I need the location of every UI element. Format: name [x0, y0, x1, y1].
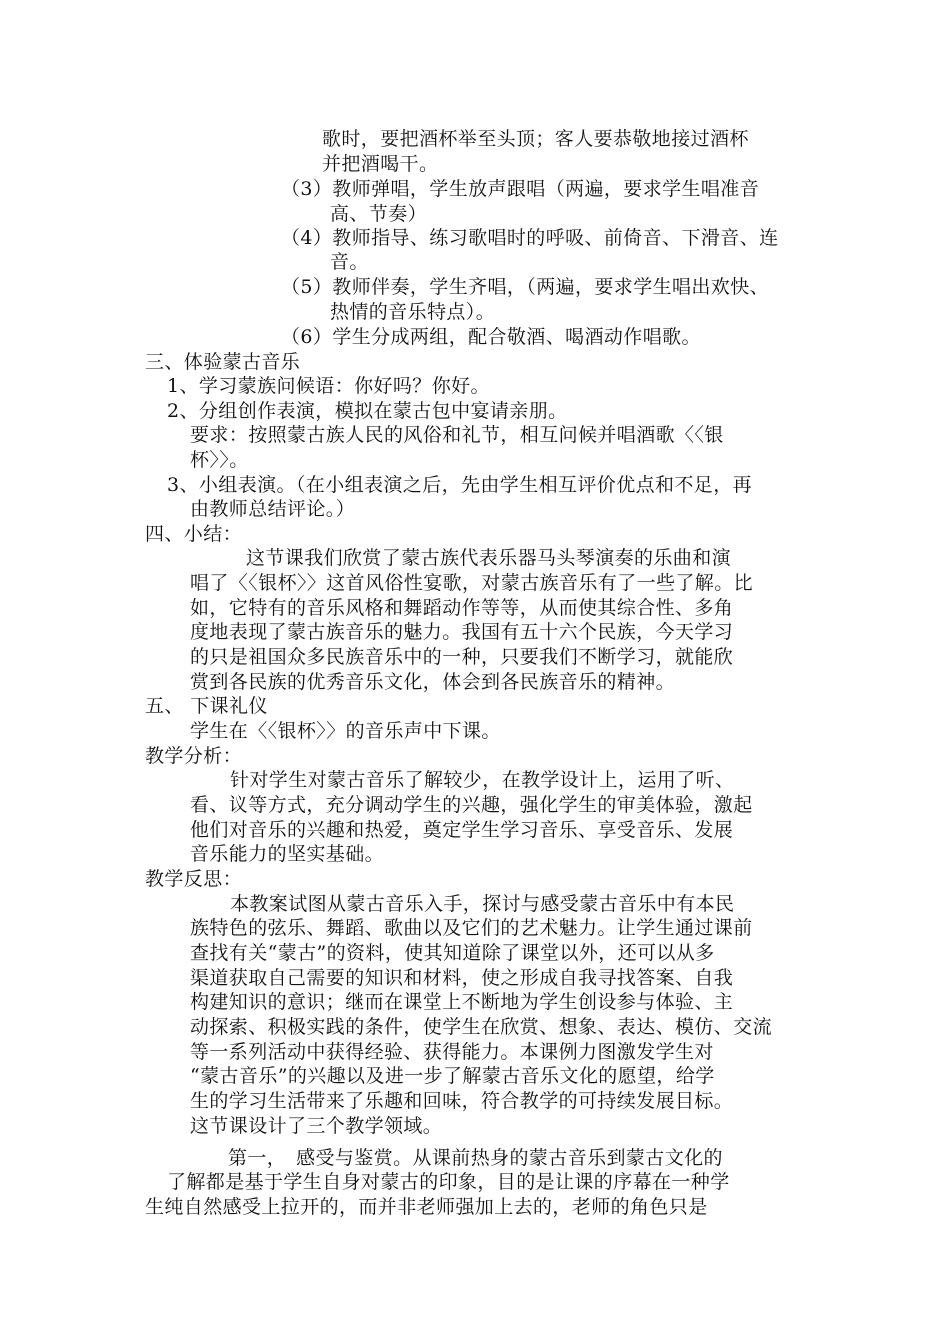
- text-line: 的只是祖国众多民族音乐中的一种，只要我们不断学习，就能欣: [190, 646, 734, 668]
- section-heading: 五、 下课礼仪: [145, 695, 268, 717]
- text-line: 度地表现了蒙古族音乐的魅力。我国有五十六个民族，今天学习: [190, 621, 734, 643]
- text-line: 动探索、积极实践的条件，使学生在欣赏、想象、表达、模仿、交流: [190, 1016, 773, 1038]
- text-line: 构建知识的意识；继而在课堂上不断地为学生创设参与体验、主: [190, 991, 734, 1013]
- text-line: 学生在〈〈银杯〉〉的音乐声中下课。: [190, 720, 501, 742]
- text-line: （4）教师指导、练习歌唱时的呼吸、前倚音、下滑音、连: [281, 227, 779, 249]
- text-line: 生的学习生活带来了乐趣和回味，符合教学的可持续发展目标。: [190, 1090, 734, 1112]
- text-line: 2、分组创作表演，模拟在蒙古包中宴请亲朋。: [167, 400, 568, 422]
- text-line: 渠道获取自己需要的知识和材料，使之形成自我寻找答案、自我: [190, 967, 734, 989]
- text-line: 他们对音乐的兴趣和热爱，奠定学生学习音乐、享受音乐、发展: [190, 819, 734, 841]
- section-heading: 三、体验蒙古音乐: [145, 351, 301, 373]
- text-line: 并把酒喝干。: [322, 153, 439, 175]
- text-line: 由教师总结评论。）: [190, 498, 356, 520]
- text-line: （3）教师弹唱，学生放声跟唱（两遍，要求学生唱准音: [281, 178, 760, 200]
- text-line: 热情的音乐特点）。: [330, 301, 496, 323]
- text-line: 高、节奏）: [330, 203, 428, 225]
- text-line: 要求：按照蒙古族人民的风俗和礼节，相互问候并唱酒歌〈〈银: [190, 424, 724, 446]
- text-line: 音乐能力的坚实基础。: [190, 843, 385, 865]
- text-line: 3、小组表演。（在小组表演之后，先由学生相互评价优点和不足，再: [167, 474, 752, 496]
- section-heading: 四、小结：: [145, 523, 243, 545]
- text-line: 生纯自然感受上拉开的，而并非老师强加上去的，老师的角色只是: [145, 1196, 708, 1218]
- text-line: 查找有关“蒙古”的资料，使其知道除了课堂以外，还可以从多: [190, 942, 715, 964]
- text-line: 1、学习蒙族问候语：你好吗？你好。: [167, 375, 490, 397]
- text-line: 族特色的弦乐、舞蹈、歌曲以及它们的艺术魅力。让学生通过课前: [190, 917, 753, 939]
- text-line: 这节课我们欣赏了蒙古族代表乐器马头琴演奏的乐曲和演: [246, 547, 732, 569]
- text-line: 针对学生对蒙古音乐了解较少，在教学设计上，运用了听、: [230, 769, 735, 791]
- text-line: 了解都是基于学生自身对蒙古的印象，目的是让课的序幕在一种学: [167, 1171, 730, 1193]
- text-line: 音。: [330, 251, 369, 273]
- text-line: （6）学生分成两组，配合敬酒、喝酒动作唱歌。: [281, 326, 701, 348]
- text-line: 唱了〈〈银杯〉〉这首风俗性宴歌，对蒙古族音乐有了一些了解。比: [190, 572, 754, 594]
- text-line: 本教案试图从蒙古音乐入手，探讨与感受蒙古音乐中有本民: [230, 893, 735, 915]
- text-line: 杯〉〉。: [190, 449, 249, 471]
- text-line: 看、议等方式，充分调动学生的兴趣，强化学生的审美体验，激起: [190, 794, 753, 816]
- text-line: 如，它特有的音乐风格和舞蹈动作等等，从而使其综合性、多角: [190, 597, 734, 619]
- text-line: 歌时，要把酒杯举至头顶；客人要恭敬地接过酒杯: [322, 128, 749, 150]
- section-heading: 教学反思：: [145, 868, 243, 890]
- text-line: 第一， 感受与鉴赏。从课前热身的蒙古音乐到蒙古文化的: [228, 1147, 723, 1169]
- text-line: “蒙古音乐”的兴趣以及进一步了解蒙古音乐文化的愿望，给学: [190, 1065, 715, 1087]
- section-heading: 教学分析：: [145, 745, 243, 767]
- text-line: 这节课设计了三个教学领域。: [190, 1115, 443, 1137]
- text-line: （5）教师伴奏，学生齐唱，（两遍，要求学生唱出欢快、: [281, 276, 769, 298]
- text-line: 等一系列活动中获得经验、获得能力。本课例力图激发学生对: [190, 1041, 714, 1063]
- text-line: 赏到各民族的优秀音乐文化，体会到各民族音乐的精神。: [190, 671, 676, 693]
